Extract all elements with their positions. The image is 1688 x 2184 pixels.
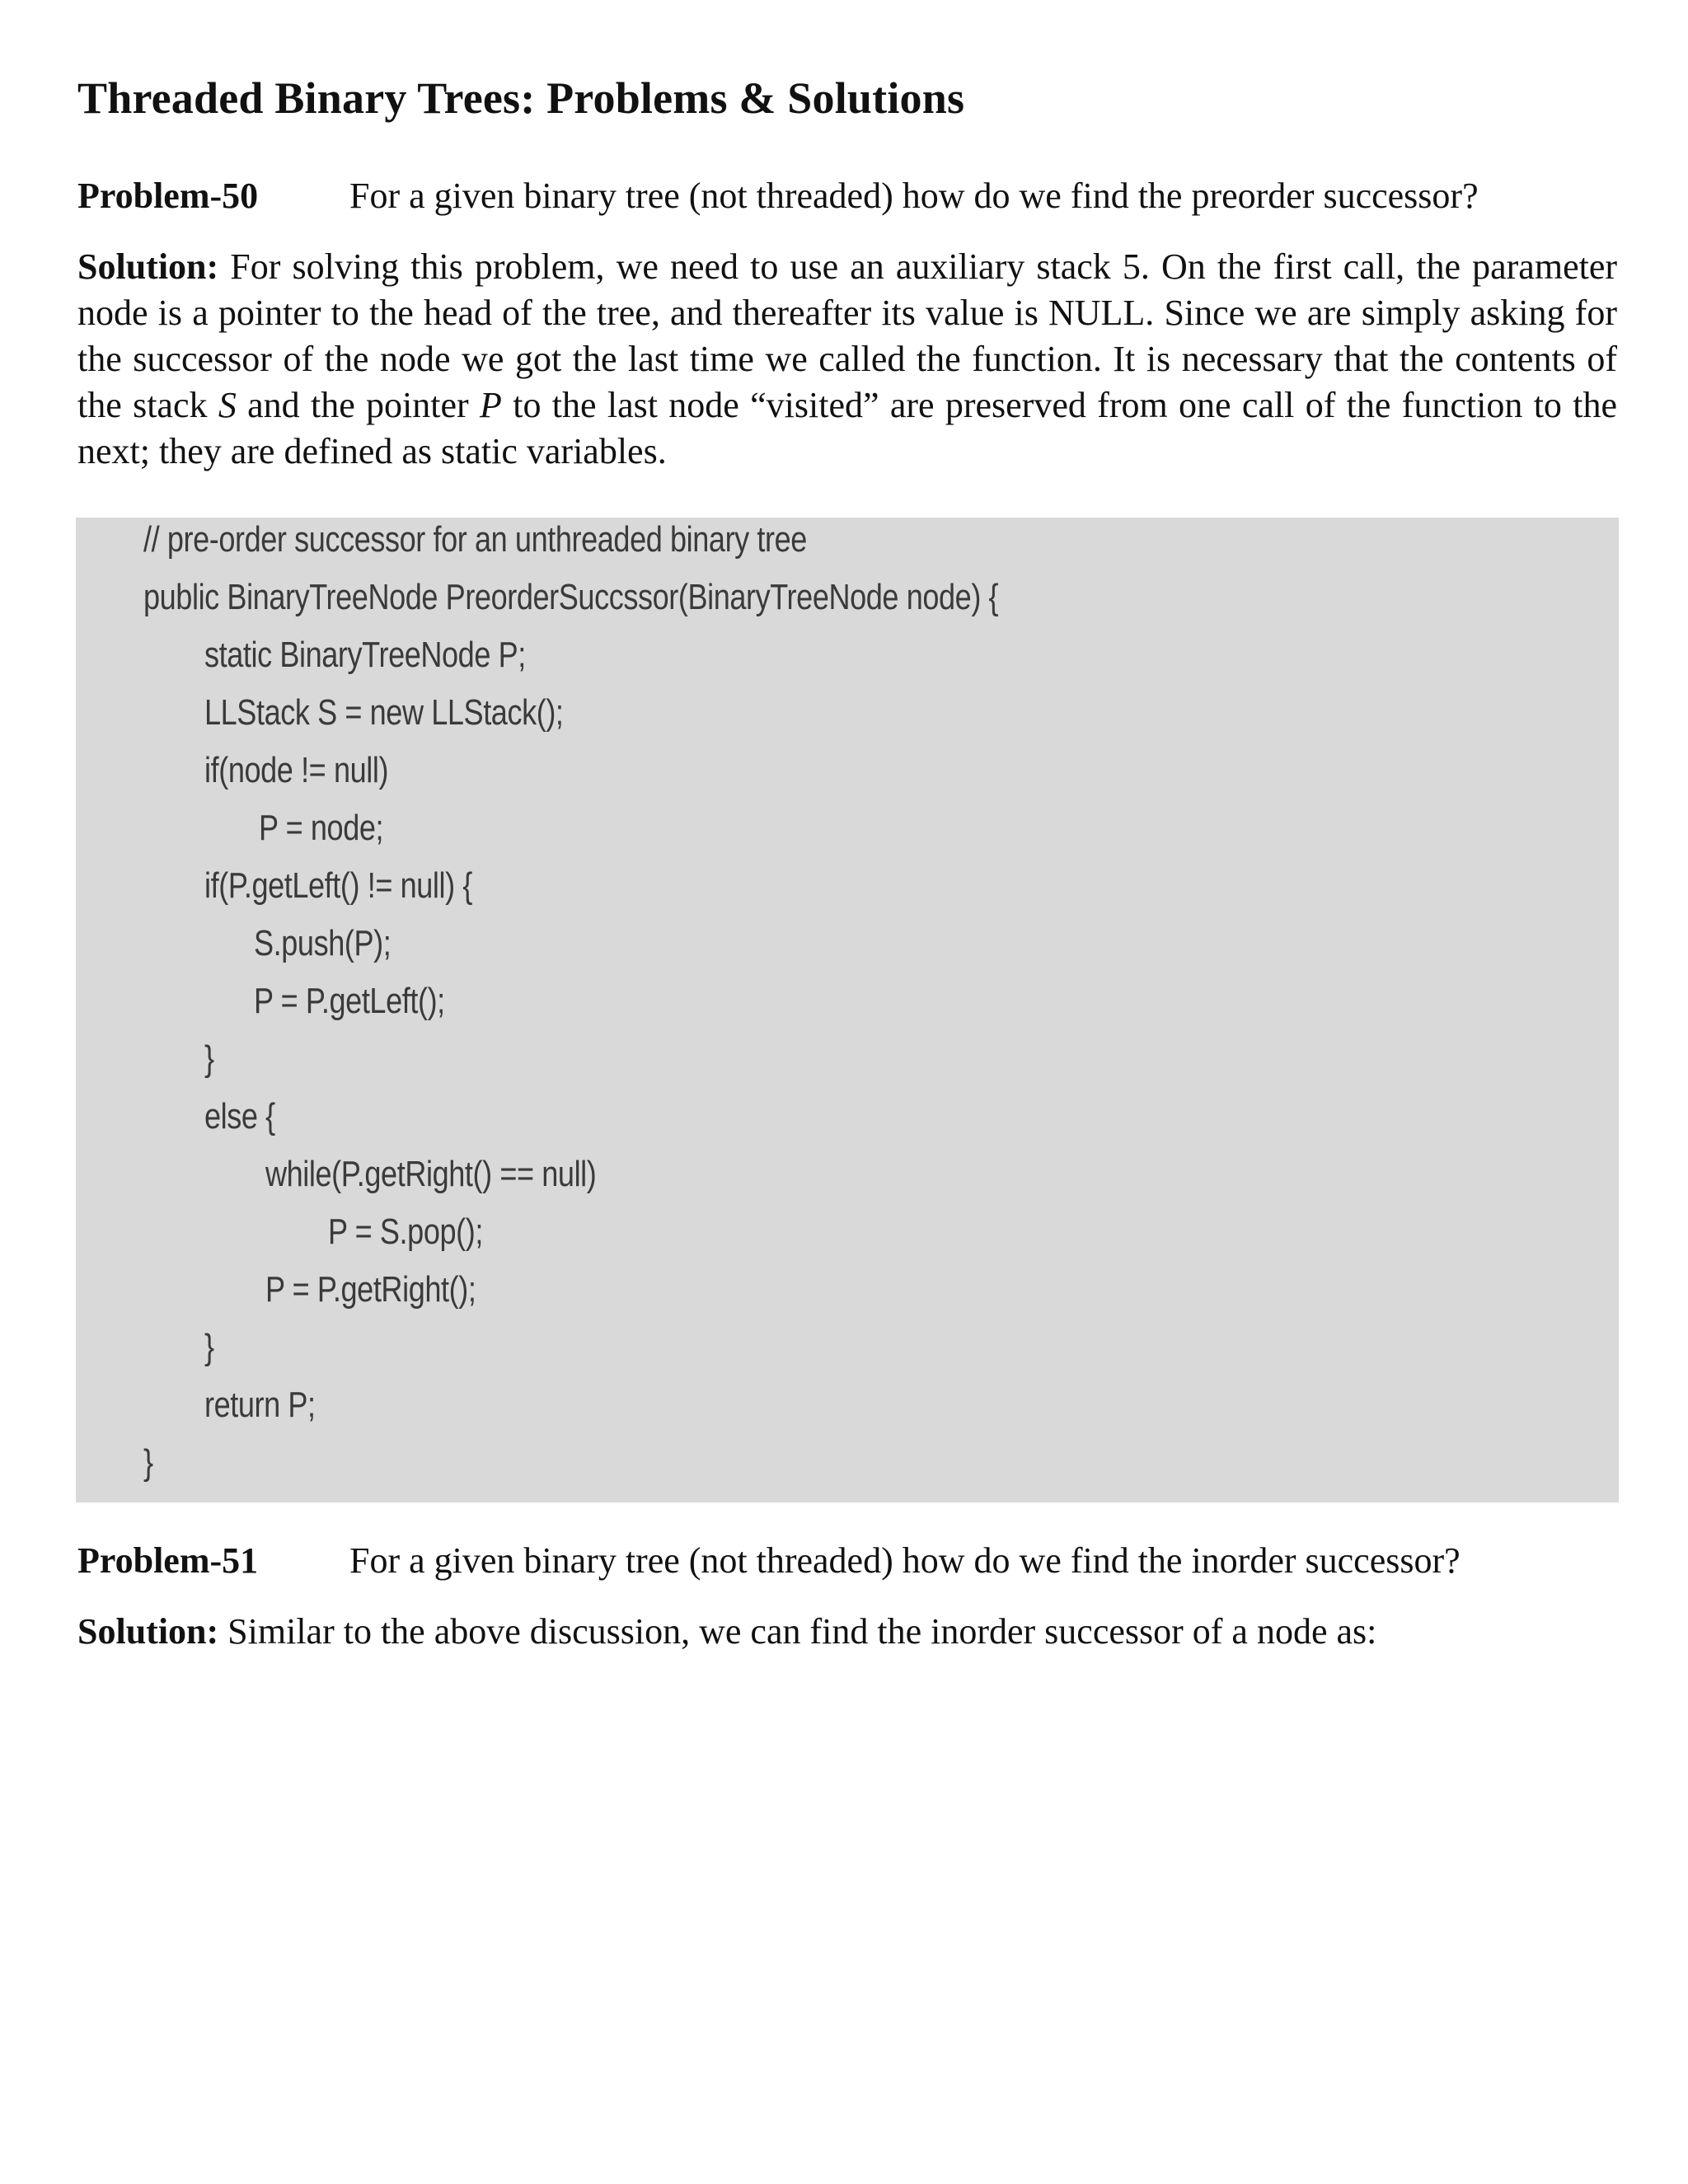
code-line: P = P.getLeft(); [254,981,445,1021]
solution-51-label: Solution: [77,1611,219,1652]
problem-50-label: Problem-50 [77,176,259,216]
code-line: public BinaryTreeNode PreorderSuccssor(BinaryTreeNode node) { [143,577,999,617]
code-line: while(P.getRight() == null) [265,1154,597,1194]
page-heading: Threaded Binary Trees: Problems & Solutions [77,73,965,123]
problem-50-question: For a given binary tree (not threaded) how do we find the preorder successor? [349,176,1479,216]
solution-50-label: Solution: [77,246,219,287]
solution-51 [77,1609,1617,1655]
problem-51 [77,1540,1461,1582]
code-line: return P; [204,1385,316,1425]
code-line: else { [204,1096,275,1137]
code-block [76,518,1619,1502]
problem-50 [77,175,1479,217]
solution-50-text-2: and the pointer [236,385,481,425]
code-line: } [204,1327,214,1367]
code-line: } [204,1038,214,1079]
solution-50 [77,244,1617,475]
code-line: // pre-order successor for an unthreaded binary tree [143,519,807,560]
code-line: } [143,1442,153,1483]
code-line: LLStack S = new LLStack(); [204,692,564,733]
solution-50-text-1: For solving this problem, we need to use an auxiliary stack 5. On the first call, the parameter node is a pointer to the head of the tree, and thereafter its value is NULL. Since we are simply asking for the successor of the node we got the last time we called the function. It is necessary that the contents of the stack [77,246,1617,425]
solution-50-var-p: P [480,385,502,425]
code-line: P = node; [259,808,384,848]
problem-51-label: Problem-51 [77,1540,259,1581]
code-line: P = P.getRight(); [265,1269,476,1310]
code-line: P = S.pop(); [328,1212,483,1252]
code-line: if(P.getLeft() != null) { [204,865,473,906]
problem-51-question: For a given binary tree (not threaded) how do we find the inorder successor? [349,1540,1461,1581]
code-line: static BinaryTreeNode P; [204,635,526,675]
solution-51-text: Similar to the above discussion, we can find the inorder successor of a node as: [218,1611,1377,1652]
solution-50-text-3: to the last node “visited” are preserved from one call of the function to the next; they are defined as static variables. [77,385,1617,471]
code-line: if(node != null) [204,750,389,790]
code-line: S.push(P); [254,923,392,963]
solution-50-var-s: S [218,385,237,425]
